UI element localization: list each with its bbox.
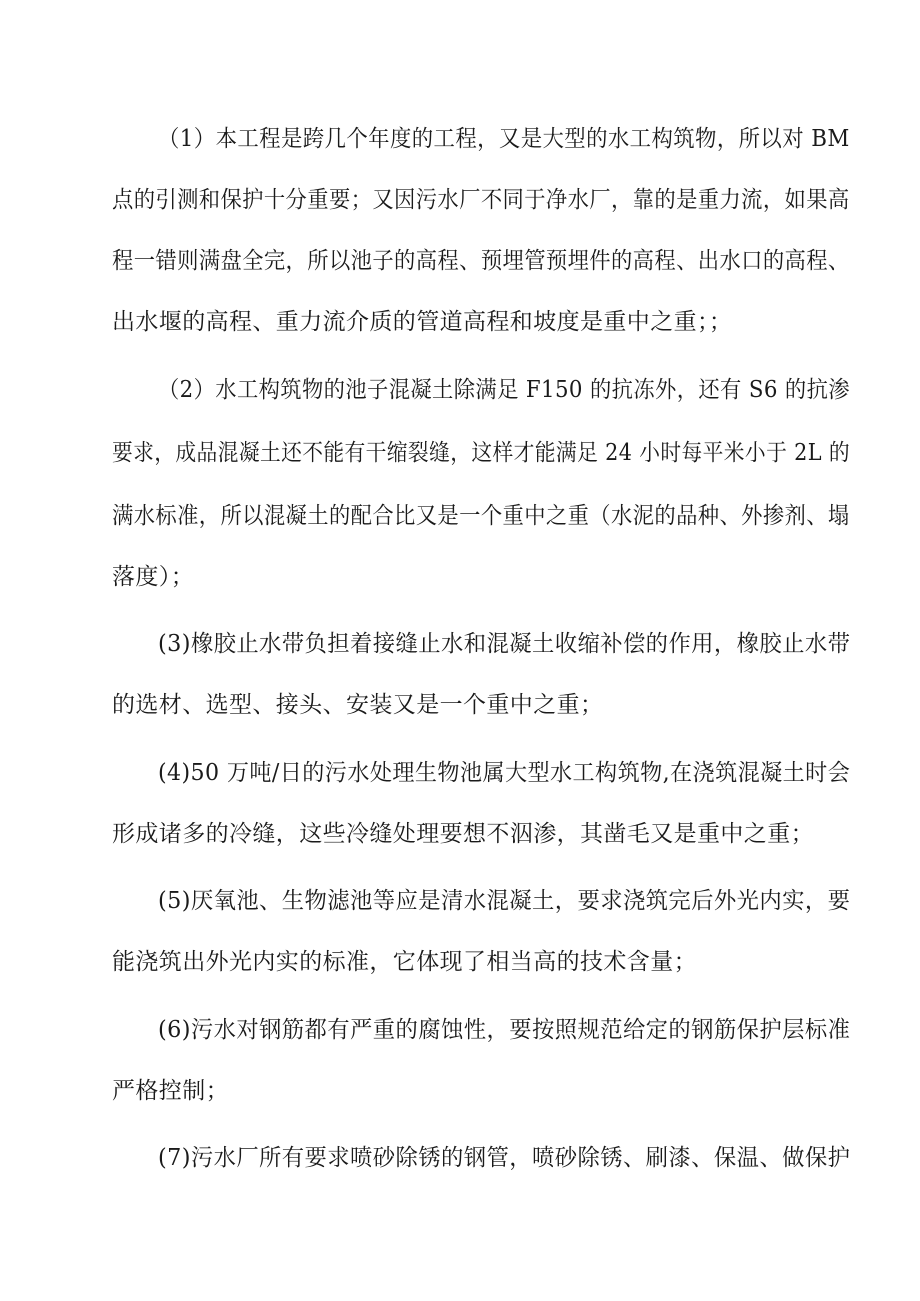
paragraph-line: (3)橡胶止水带负担着接缝止水和混凝土收缩补偿的作用，橡胶止水带 <box>158 631 851 657</box>
paragraph-line: 形成诸多的冷缝，这些冷缝处理要想不泅渗，其凿毛又是重中之重； <box>112 821 814 847</box>
paragraph-line: （1）本工程是跨几个年度的工程，又是大型的水工构筑物，所以对 BM <box>158 126 850 152</box>
paragraph-line: 满水标准，所以混凝土的配合比又是一个重中之重（水泥的品种、外掺剂、塌 <box>112 503 850 529</box>
paragraph-line: (5)厌氧池、生物滤池等应是清水混凝土，要求浇筑完后外光内实，要 <box>158 888 851 914</box>
paragraph-line: 出水堰的高程、重力流介质的管道高程和坡度是重中之重；； <box>112 309 733 335</box>
paragraph-line: 能浇筑出外光内实的标准，它体现了相当高的技术含量； <box>112 949 697 975</box>
paragraph-line: 严格控制； <box>112 1078 229 1104</box>
paragraph-line: 程一错则满盘全完，所以池子的高程、预埋管预埋件的高程、出水口的高程、 <box>112 248 850 274</box>
paragraph-line: 的选材、选型、接头、安装又是一个重中之重； <box>112 692 604 718</box>
paragraph-line: 点的引测和保护十分重要；又因污水厂不同于净水厂，靠的是重力流，如果高 <box>112 187 850 213</box>
paragraph-line: (4)50 万吨/日的污水处理生物池属大型水工构筑物,在浇筑混凝土时会 <box>158 760 851 786</box>
paragraph-line: 要求，成品混凝土还不能有干缩裂缝，这样才能满足 24 小时每平米小于 2L 的 <box>112 440 851 466</box>
paragraph-line: （2）水工构筑物的池子混凝土除满足 F150 的抗冻外，还有 S6 的抗渗 <box>158 377 850 403</box>
paragraph-line: (6)污水对钢筋都有严重的腐蚀性，要按照规范给定的钢筋保护层标准 <box>158 1017 851 1043</box>
paragraph-line: 落度）； <box>112 564 195 590</box>
paragraph-line: (7)污水厂所有要求喷砂除锈的钢管，喷砂除锈、刷漆、保温、做保护 <box>158 1145 851 1171</box>
